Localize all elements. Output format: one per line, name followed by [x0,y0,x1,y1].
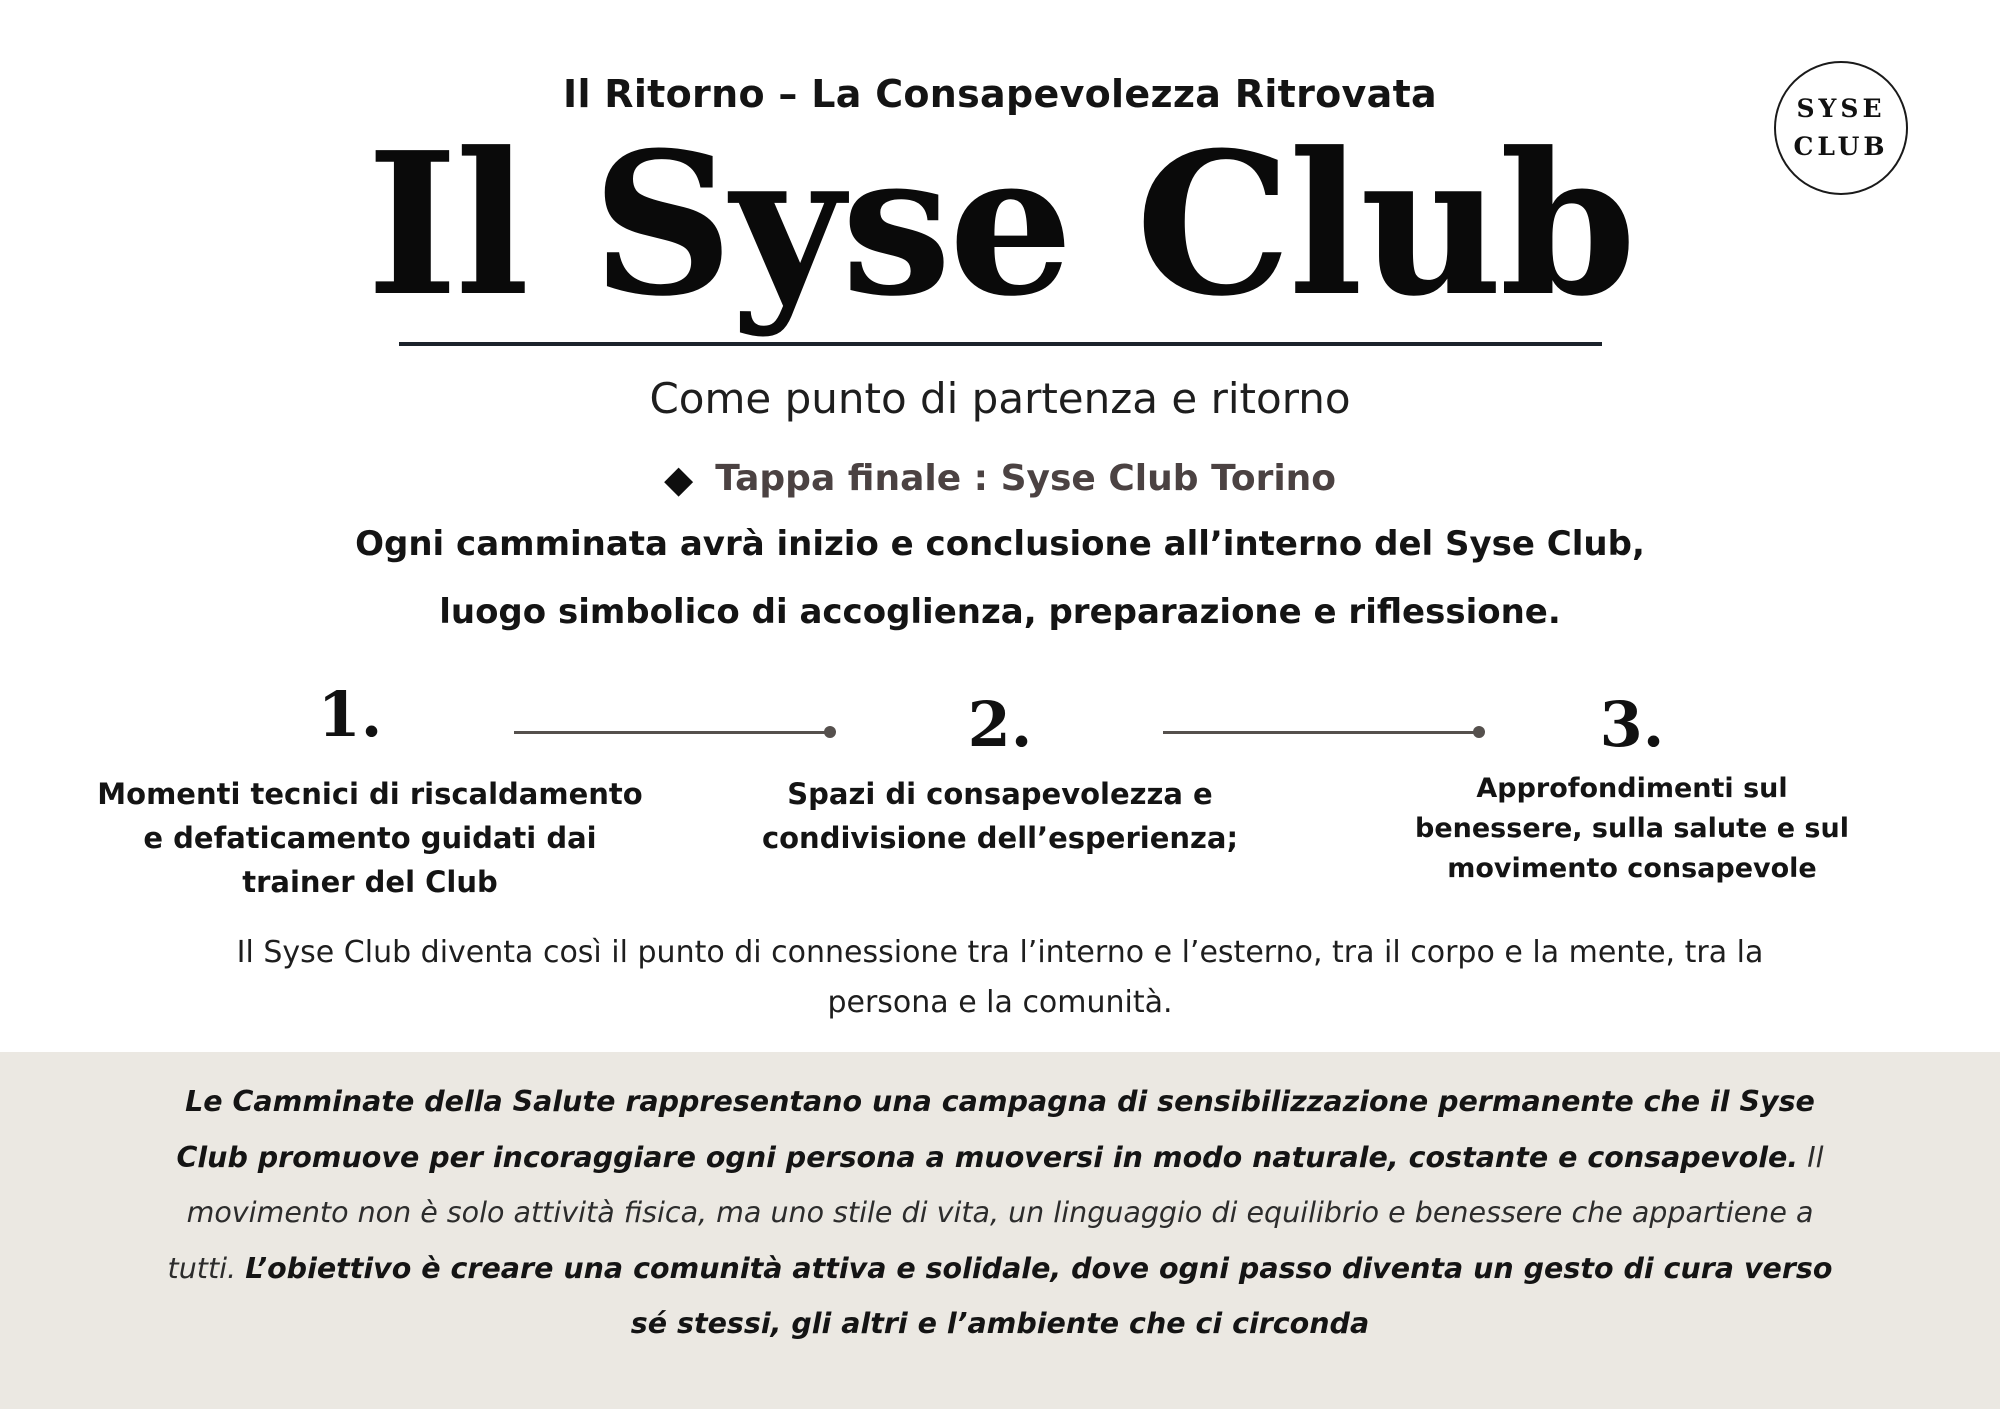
panel-text-movement: Il movimento non è solo attività fisica, ma uno stile di vita, un linguaggio di equilibrio e benessere che appartiene a tutti. [167,1140,1824,1285]
step-3-text [1392,769,1872,889]
diamond-icon: ◆ [663,457,694,501]
panel-text-campaign: Le Camminate della Salute rappresentano una campagna di sensibilizzazione permanente che il Syse Club promuove per incoraggiare ogni persona a muoversi in modo naturale, costante e consapevole. [176,1085,1815,1174]
intro-line-1: Ogni camminata avrà inizio e conclusione all’interno del Syse Club, [355,524,1645,564]
title-divider [399,342,1602,346]
page-title: Il Syse Club [366,110,1634,340]
step-connector-2 [1163,731,1476,734]
final-stage-line [0,455,2000,499]
step-1-text [70,772,670,904]
step-1-line-1: Momenti tecnici di riscaldamento [97,777,643,811]
step-connector-1 [514,731,827,734]
step-3-number: 3. [1599,688,1665,761]
step-1-line-2: e defaticamento guidati dai [143,821,597,855]
step-1-line-3: trainer del Club [242,865,498,899]
info-panel-text [150,1074,1850,1352]
page-subtitle: Il Ritorno – La Consapevolezza Ritrovata [563,72,1437,116]
step-2-line-2: condivisione dell’esperienza; [761,821,1239,855]
final-stage-label: Tappa finale : Syse Club Torino [715,458,1337,499]
step-2-number: 2. [967,688,1033,761]
step-2-text [720,772,1280,860]
step-connector-2-dot [1473,726,1485,738]
conclusion-text: Il Syse Club diventa così il punto di connessione tra l’interno e l’esterno, tra il corpo e la mente, tra la persona e la comunità. [236,935,1764,1020]
step-3-line-2: benessere, sulla salute e sul [1415,813,1849,844]
logo-line-2: CLUB [1793,132,1889,161]
step-connector-1-dot [824,726,836,738]
step-1-number: 1. [317,678,383,751]
tagline: Come punto di partenza e ritorno [649,374,1351,423]
step-3-line-3: movimento consapevole [1447,853,1817,884]
intro-line-2: luogo simbolico di accoglienza, preparazione e riflessione. [439,592,1561,632]
logo-line-1: SYSE [1796,94,1886,123]
step-2-line-1: Spazi di consapevolezza e [787,777,1213,811]
step-3-line-1: Approfondimenti sul [1476,773,1788,804]
syse-club-logo [1774,61,1908,195]
panel-text-objective: L’obiettivo è creare una comunità attiva e solidale, dove ogni passo diventa un gesto di cura verso sé stessi, gli altri e l’ambiente che ci circonda [245,1251,1833,1340]
